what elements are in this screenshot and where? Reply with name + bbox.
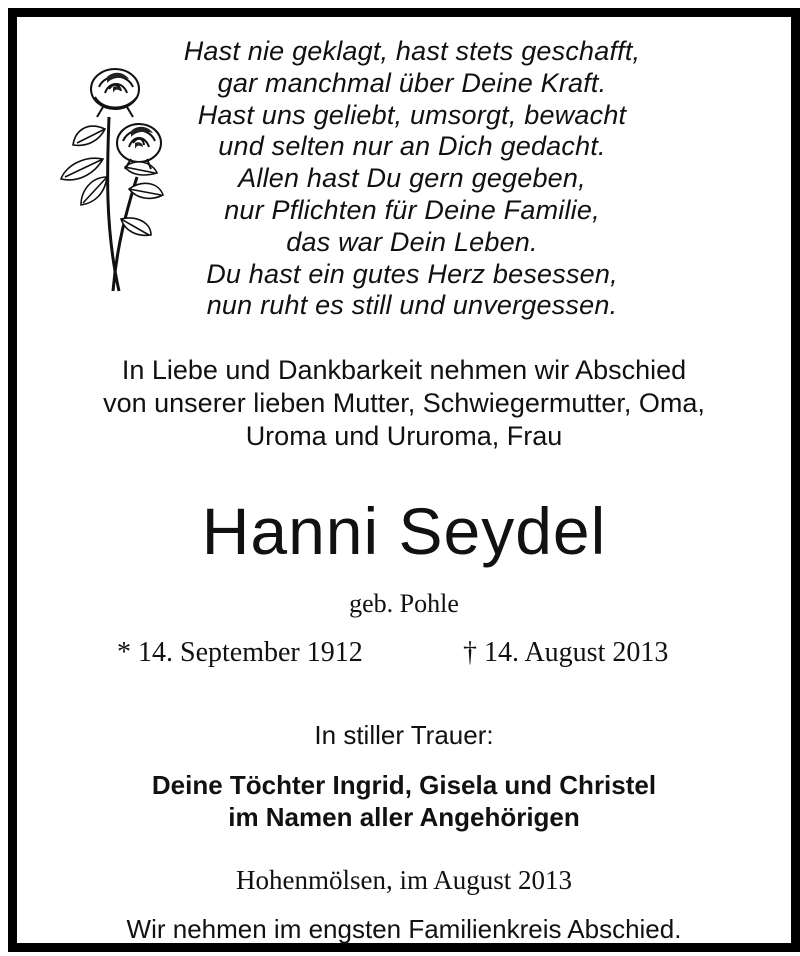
poem-line: gar manchmal über Deine Kraft. bbox=[217, 67, 607, 98]
family-line: Deine Töchter Ingrid, Gisela und Christel bbox=[151, 770, 657, 800]
mourning-heading: In stiller Trauer: bbox=[314, 720, 494, 750]
life-dates bbox=[17, 635, 791, 671]
poem-line: das war Dein Leben. bbox=[286, 226, 538, 257]
born-name: geb. Pohle bbox=[349, 589, 459, 618]
family-line: im Namen aller Angehörigen bbox=[228, 802, 580, 832]
intro-line: Uroma und Ururoma, Frau bbox=[245, 421, 563, 451]
intro-text bbox=[17, 354, 791, 453]
closing-note: Wir nehmen im engsten Familienkreis Abschied. bbox=[126, 914, 682, 944]
poem-line: Allen hast Du gern gegeben, bbox=[238, 163, 586, 194]
obituary-frame bbox=[8, 8, 800, 952]
poem-line: nur Pflichten für Deine Familie, bbox=[224, 194, 600, 225]
poem-line: Du hast ein gutes Herz besessen, bbox=[206, 258, 618, 289]
poem-line: nun ruht es still und unvergessen. bbox=[206, 290, 618, 321]
family-signature bbox=[17, 769, 791, 833]
poem-line: Hast uns geliebt, umsorgt, bewacht bbox=[197, 99, 627, 130]
poem bbox=[137, 36, 687, 322]
poem-line: Hast nie geklagt, hast stets geschafft, bbox=[183, 36, 641, 66]
deceased-name: Hanni Seydel bbox=[201, 494, 607, 568]
intro-line: von unserer lieben Mutter, Schwiegermutter, Oma, bbox=[103, 388, 705, 418]
birth-date: * 14. September 1912 bbox=[117, 637, 363, 668]
poem-line: und selten nur an Dich gedacht. bbox=[218, 131, 606, 162]
intro-line: In Liebe und Dankbarkeit nehmen wir Abschied bbox=[121, 355, 687, 385]
death-date: † 14. August 2013 bbox=[463, 637, 669, 668]
place-date: Hohenmölsen, im August 2013 bbox=[236, 865, 572, 895]
